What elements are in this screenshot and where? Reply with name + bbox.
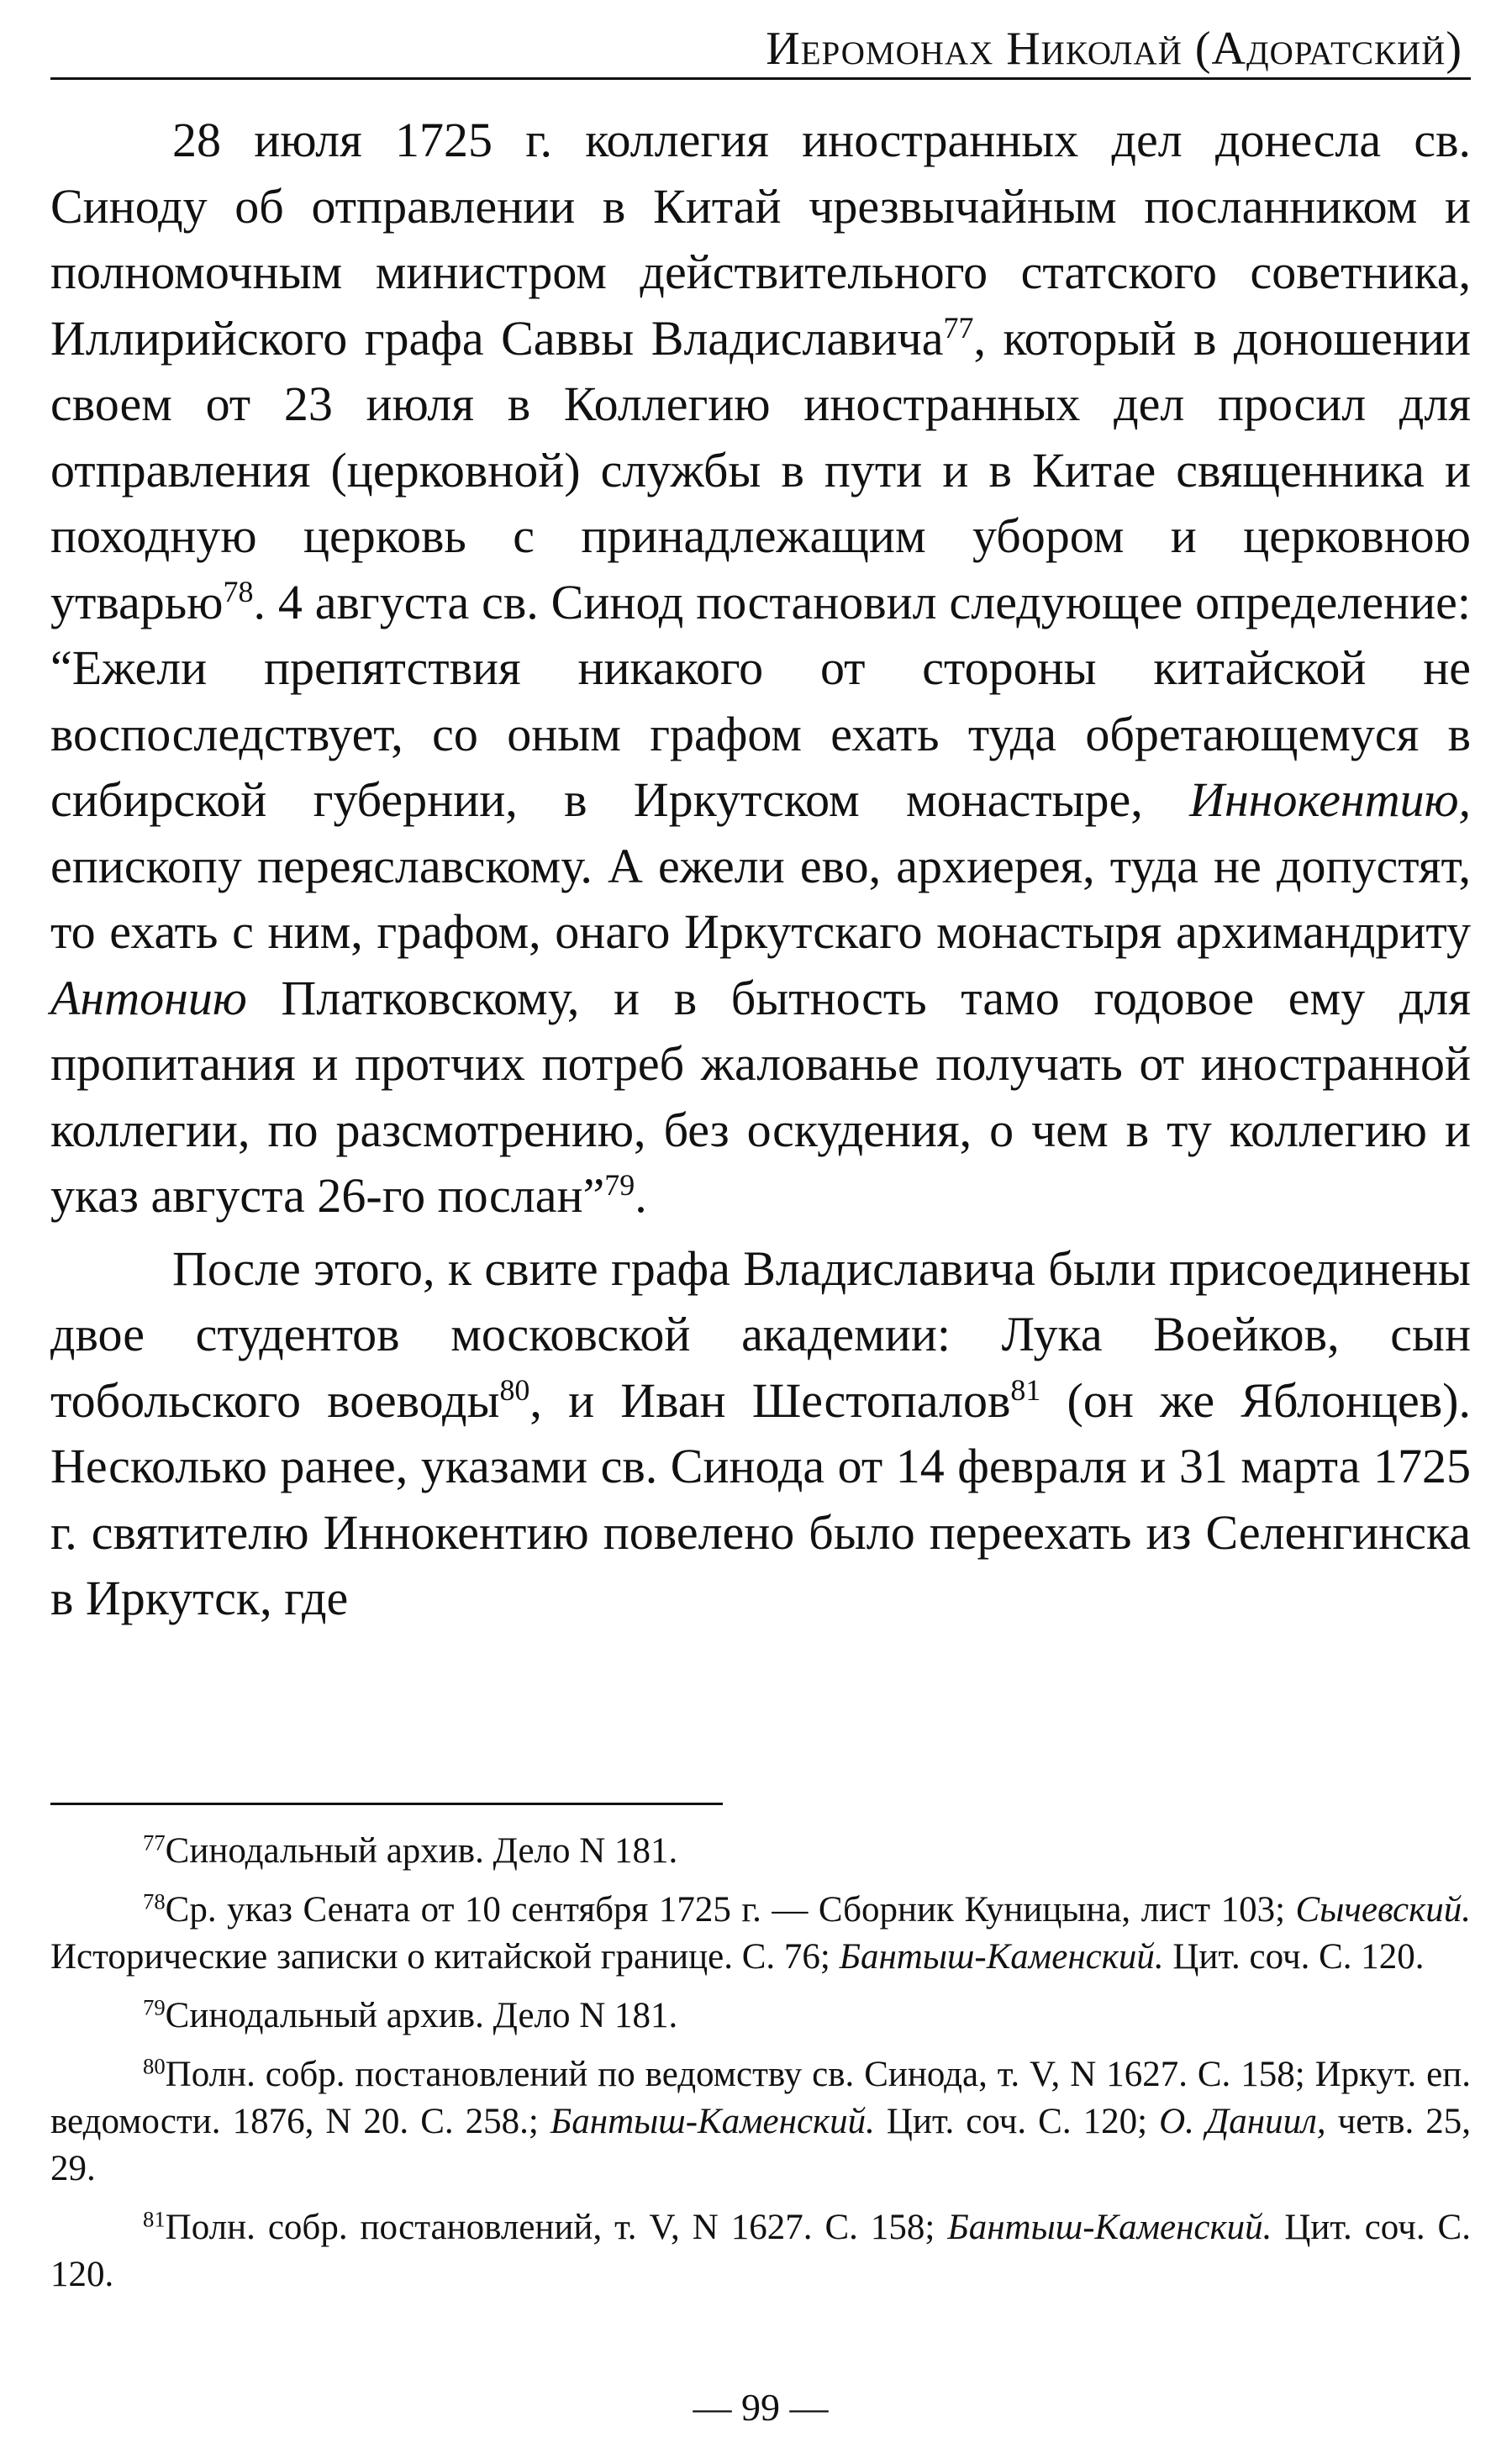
header-rule bbox=[50, 77, 1471, 80]
footnote-ref-77: 77 bbox=[943, 310, 974, 345]
page-number: — 99 — bbox=[693, 2386, 829, 2429]
footnote-text: Полн. собр. постановлений, т. V, N 1627. С. 158; bbox=[165, 2208, 948, 2247]
footnote-text: Цит. соч. С. 120. bbox=[1163, 1937, 1425, 1977]
footnote-text: Цит. соч. С. 120; bbox=[874, 2102, 1160, 2141]
paragraph-2 bbox=[50, 1236, 1471, 1632]
paragraph-1-text: 28 июля 1725 г. коллегия иностранных дел донесла св. Синоду об отправлении в Китай чрезвычайным посланником и полномочным министром действительного статского советника, Иллирийского графа Саввы Владиславича bbox=[50, 113, 1471, 366]
footnote-number: 77 bbox=[143, 1830, 166, 1856]
footnote-rule bbox=[50, 1803, 723, 1805]
running-head: Иеромонах Николай (Адоратский) bbox=[766, 23, 1462, 75]
footnote-italic-text: Бантыш-Каменский. bbox=[947, 2208, 1272, 2247]
footnote-text: Синодальный архив. Дело N 181. bbox=[165, 1831, 678, 1871]
footnote-italic-text: Сычевский. bbox=[1295, 1890, 1471, 1930]
footnotes bbox=[50, 1828, 1471, 2310]
footnote-text: Цит. соч. С. 120. bbox=[50, 2208, 1471, 2294]
footnote-text: Исторические записки о китайской границе. С. 76; bbox=[50, 1937, 840, 1977]
footnote-text: четв. 25, 29. bbox=[50, 2102, 1471, 2188]
footnote-number: 78 bbox=[143, 1888, 166, 1914]
footnote-text: Полн. собр. постановлений по ведомству св. Синода, т. V, N 1627. С. 158; Иркут. еп. ведомости. 1876, N 20. С. 258.; bbox=[50, 2055, 1471, 2141]
footnote-ref-80: 80 bbox=[499, 1372, 530, 1407]
footnote-number: 81 bbox=[143, 2206, 166, 2232]
paragraph-1-text: , который в доношении своем от 23 июля в Коллегию иностранных дел просил для отправления (церковной) службы в пути и в Китае священника и походную церковь с принадлежащим убором и церковною утварью bbox=[50, 310, 1471, 629]
paragraph-1-text: епископу переяславскому. А ежели ево, архиерея, туда не допустят, то ехать с ним, графом, онаго Иркутскаго монастыря архимандриту bbox=[50, 838, 1471, 959]
footnote-77 bbox=[50, 1828, 1471, 1875]
footnote-80 bbox=[50, 2051, 1471, 2193]
footnote-number: 79 bbox=[143, 1994, 166, 2020]
footnote-text: Синодальный архив. Дело N 181. bbox=[165, 1996, 678, 2035]
paragraph-1-text: . 4 августа св. Синод постановил следующее определение: “Ежели препятствия никакого от стороны китайской не воспоследствует, со оным графом ехать туда обретающемуся в сибирской губернии, в Иркутском монастыре, bbox=[50, 574, 1471, 827]
book-page bbox=[50, 0, 1471, 2464]
footnote-ref-81: 81 bbox=[1010, 1372, 1041, 1407]
italic-name-antoniy: Антонию bbox=[50, 970, 247, 1025]
footnote-ref-78: 78 bbox=[223, 574, 254, 608]
footnote-81 bbox=[50, 2204, 1471, 2298]
footnote-italic-text: Бантыш-Каменский. bbox=[550, 2102, 875, 2141]
footnote-italic-text: О. Даниил, bbox=[1159, 2102, 1326, 2141]
footnote-ref-79: 79 bbox=[604, 1168, 635, 1203]
paragraph-1-text: Платковскому, и в бытность тамо годовое ему для пропитания и протчих потреб жалованье получать от иностранной коллегии, по разсмотрению, без оскудения, о чем в ту коллегию и указ августа 26-го послан” bbox=[50, 970, 1471, 1223]
paragraph-2-text: , и Иван Шестопалов bbox=[529, 1372, 1011, 1428]
paragraph-2-text: (он же Яблонцев). Несколько ранее, указами св. Синода от 14 февраля и 31 марта 1725 г. святителю Иннокентию повелено было переехать из Селенгинска в Иркутск, где bbox=[50, 1372, 1471, 1625]
footnote-italic-text: Бантыш-Каменский. bbox=[839, 1937, 1164, 1977]
footnote-79 bbox=[50, 1993, 1471, 2040]
paragraph-2-text: После этого, к свите графа Владиславича были присоединены двое студентов московской академии: Лука Воейков, сын тобольского воеводы bbox=[50, 1240, 1471, 1428]
footnote-text: Ср. указ Сената от 10 сентября 1725 г. — Сборник Куницына, лист 103; bbox=[165, 1890, 1296, 1930]
main-text bbox=[50, 108, 1471, 1632]
paragraph-1-text: . bbox=[635, 1168, 647, 1223]
paragraph-1 bbox=[50, 108, 1471, 1229]
footnote-number: 80 bbox=[143, 2053, 166, 2079]
footnote-78 bbox=[50, 1887, 1471, 1981]
italic-name-innokentiy: Иннокентию, bbox=[1189, 772, 1471, 827]
